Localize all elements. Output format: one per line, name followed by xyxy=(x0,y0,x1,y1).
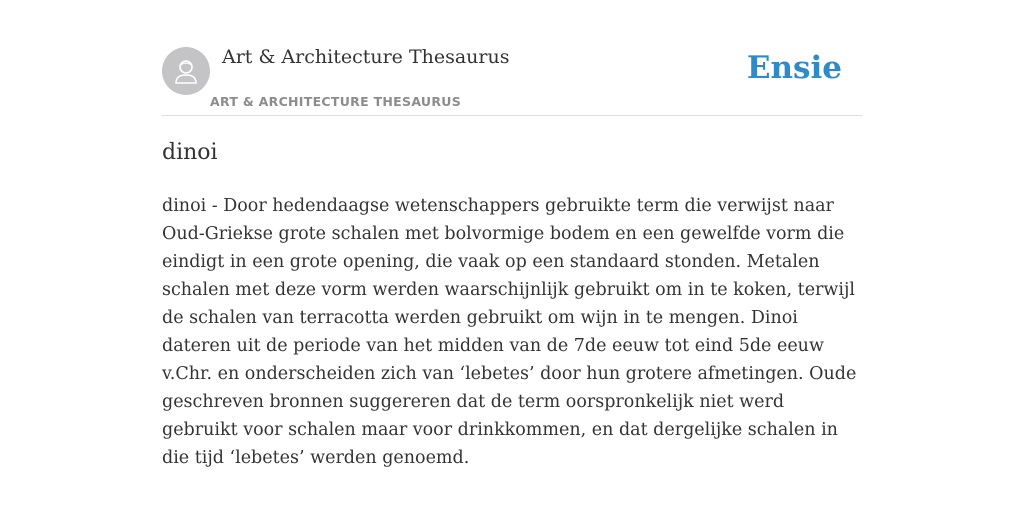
article-body: dinoi - Door hedendaagse wetenschappers gebruikte term die verwijst naar Oud-Griekse grote schalen met bolvormige bodem en een gewelfde vorm die eindigt in een grote opening, die vaak op een standaard stonden. Metalen schalen met deze vorm werden waarschijnlijk gebruikt om in te koken, terwijl de schalen van terracotta werden gebruikt om wijn in te mengen. Dinoi dateren uit de periode van het midden van de 7de eeuw tot eind 5de eeuw v.Chr. en onderscheiden zich van ‘lebetes’ door hun grotere afmetingen. Oude geschreven bronnen suggereren dat de term oorspronkelijk niet werd gebruikt voor schalen maar voor drinkkommen, en dat dergelijke schalen in die tijd ‘lebetes’ werden genoemd. xyxy=(162,196,857,468)
page-title: dinoi xyxy=(162,140,218,165)
user-icon xyxy=(171,56,201,86)
brand-logo[interactable]: Ensie xyxy=(746,50,842,86)
source-label[interactable]: ART & ARCHITECTURE THESAURUS xyxy=(210,94,462,109)
avatar[interactable] xyxy=(162,47,210,95)
author-name[interactable]: Art & Architecture Thesaurus xyxy=(222,46,510,68)
header xyxy=(162,44,862,116)
